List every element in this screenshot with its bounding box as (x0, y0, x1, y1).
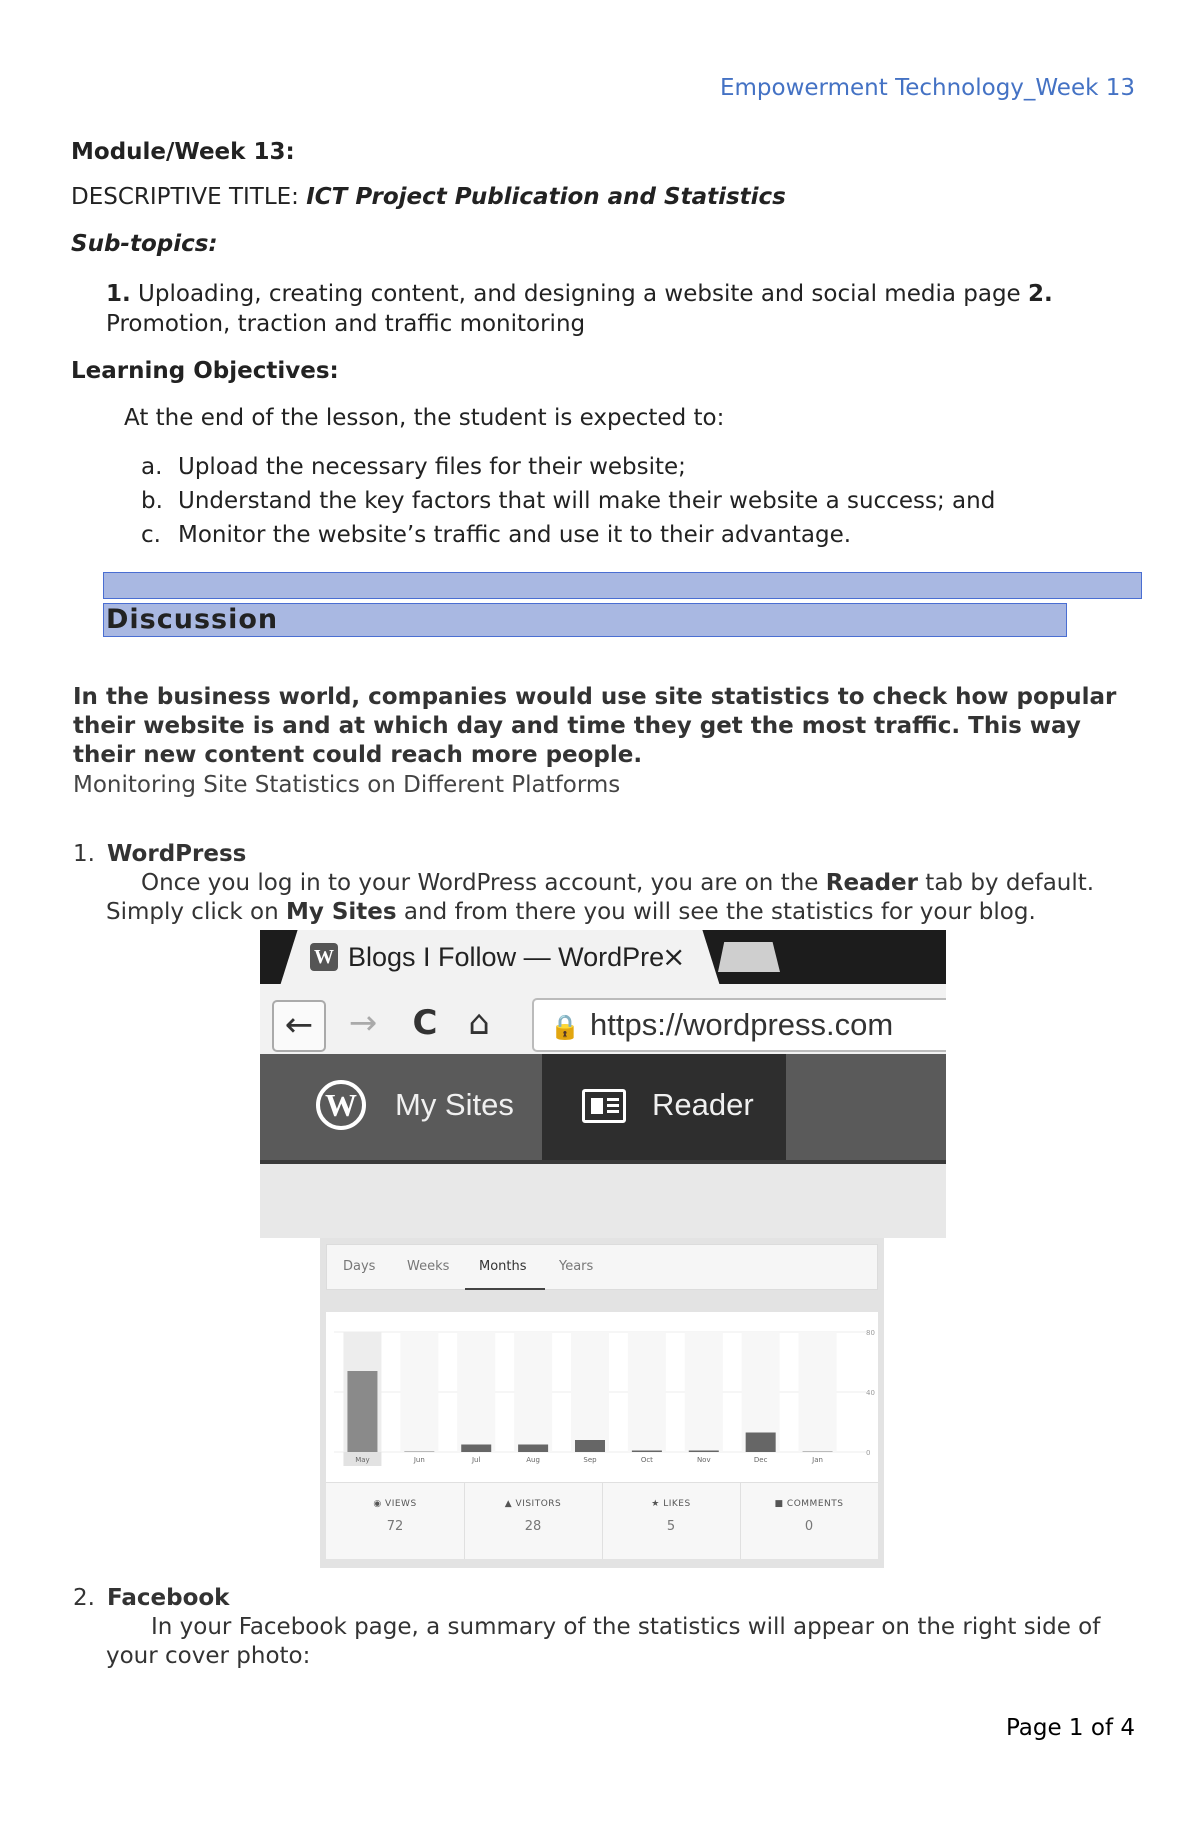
y-tick-label: 80 (866, 1329, 875, 1337)
bar-column-background (628, 1332, 666, 1452)
descriptive-title: ICT Project Publication and Statistics (306, 184, 786, 210)
x-tick-label: Jan (812, 1456, 823, 1464)
star-icon: ★ (651, 1499, 664, 1509)
document-header: Empowerment Technology_Week 13 (719, 75, 1135, 101)
tab-weeks[interactable]: Weeks (407, 1259, 450, 1274)
bar-column-background (685, 1332, 723, 1452)
summary-views[interactable]: ◉ VIEWS 72 (326, 1483, 465, 1559)
bar-column-background (514, 1332, 552, 1452)
tab-months[interactable]: Months (479, 1259, 527, 1274)
home-icon[interactable]: ⌂ (468, 1003, 490, 1043)
lock-icon: 🔒 (550, 1014, 580, 1041)
nav-reader[interactable]: Reader (652, 1087, 754, 1122)
wordpress-browser-screenshot (260, 930, 946, 1238)
bar (746, 1433, 776, 1453)
module-heading: Module/Week 13: (71, 139, 295, 165)
bar (689, 1451, 719, 1453)
x-tick-label: May (355, 1456, 370, 1464)
stats-chart-area (326, 1312, 878, 1482)
x-tick-label: Jul (471, 1456, 481, 1464)
wordpress-paragraph-2: Simply click on My Sites and from there you will see the statistics for your blog. (106, 899, 1036, 925)
y-tick-label: 40 (866, 1389, 875, 1397)
wordpress-stats-widget (320, 1238, 884, 1568)
objective-item: a. Upload the necessary files for their website; (141, 454, 686, 480)
summary-comments[interactable]: ■ COMMENTS 0 (774, 1499, 844, 1534)
subtopic-number: 2. (1028, 281, 1053, 307)
new-tab-button[interactable] (718, 942, 780, 972)
stats-summary (326, 1482, 878, 1559)
nav-my-sites[interactable]: My Sites (395, 1087, 514, 1122)
page-number: Page 1 of 4 (1005, 1715, 1135, 1741)
eye-icon: ◉ (373, 1499, 386, 1509)
summary-visitors[interactable]: ▲ VISITORS 28 (464, 1483, 603, 1559)
facebook-paragraph-1: In your Facebook page, a summary of the statistics will appear on the right side of (151, 1614, 1101, 1640)
objective-item: c. Monitor the website’s traffic and use it to their advantage. (141, 522, 852, 548)
reload-icon[interactable]: C (412, 1003, 438, 1043)
close-icon[interactable]: × (662, 940, 686, 973)
subtopic-text: Promotion, traction and traffic monitoring (106, 311, 586, 337)
bar (461, 1445, 491, 1453)
bar (632, 1451, 662, 1453)
reader-icon (582, 1089, 626, 1123)
bar (518, 1445, 548, 1453)
objectives-heading: Learning Objectives: (71, 358, 339, 384)
bar-column-background (571, 1332, 609, 1452)
back-arrow-icon[interactable]: ← (272, 1000, 326, 1052)
subtopics-heading: Sub-topics: (71, 231, 218, 257)
browser-tab-title: Blogs I Follow — WordPre (348, 942, 665, 972)
active-tab-indicator (465, 1288, 545, 1290)
forward-arrow-icon[interactable]: → (348, 1003, 378, 1043)
wordpress-logo-icon: W (316, 1080, 366, 1130)
section-facebook-title: 2. Facebook (73, 1585, 230, 1611)
browser-toolbar (260, 984, 946, 1055)
objective-item: b. Understand the key factors that will make their website a success; and (141, 488, 996, 514)
objectives-intro: At the end of the lesson, the student is expected to: (124, 405, 725, 431)
bar (404, 1451, 434, 1452)
bar-column-background (400, 1332, 438, 1452)
x-tick-label: Jun (413, 1456, 425, 1464)
facebook-paragraph-2: your cover photo: (106, 1643, 311, 1669)
bar (575, 1440, 605, 1452)
x-tick-label: Dec (753, 1456, 768, 1464)
x-tick-label: Nov (696, 1456, 711, 1464)
discussion-banner-bar (103, 572, 1142, 599)
wordpress-paragraph-1: Once you log in to your WordPress account, you are on the Reader tab by default. (141, 870, 1095, 896)
address-bar-url: https://wordpress.com (590, 1007, 894, 1042)
comment-icon: ■ (774, 1499, 787, 1509)
subtopics-list (106, 279, 1106, 339)
stats-bar-chart (326, 1312, 878, 1482)
descriptive-title-line (71, 182, 786, 212)
wordpress-top-nav (260, 1054, 946, 1164)
subtopic-number: 1. (106, 281, 131, 307)
tab-days[interactable]: Days (343, 1259, 376, 1274)
discussion-lead: In the business world, companies would use site statistics to check how popular their website is and at which day and time they get the most traffic. This way their new content could reach more people. (73, 684, 1117, 768)
bar (803, 1451, 833, 1452)
browser-tab-strip (260, 930, 946, 984)
section-wordpress-title: 1. WordPress (73, 841, 247, 867)
discussion-subheading: Monitoring Site Statistics on Different Platforms (73, 772, 621, 798)
subtopic-text: Uploading, creating content, and designing a website and social media page (130, 281, 1029, 307)
tab-years[interactable]: Years (559, 1259, 594, 1274)
person-icon: ▲ (504, 1499, 516, 1509)
x-tick-label: Aug (526, 1456, 540, 1464)
wordpress-favicon-icon: W (310, 943, 338, 971)
x-tick-label: Oct (640, 1456, 653, 1464)
x-tick-label: Sep (583, 1456, 597, 1464)
y-tick-label: 0 (866, 1449, 871, 1457)
bar (347, 1371, 377, 1452)
summary-likes[interactable]: ★ LIKES 5 (602, 1483, 741, 1559)
address-bar[interactable] (532, 998, 946, 1052)
discussion-heading: Discussion (103, 603, 1067, 637)
descriptive-title-prefix: DESCRIPTIVE TITLE: (71, 184, 307, 210)
bar-column-background (799, 1332, 837, 1452)
stats-period-tabs (326, 1244, 878, 1290)
bar-column-background (457, 1332, 495, 1452)
